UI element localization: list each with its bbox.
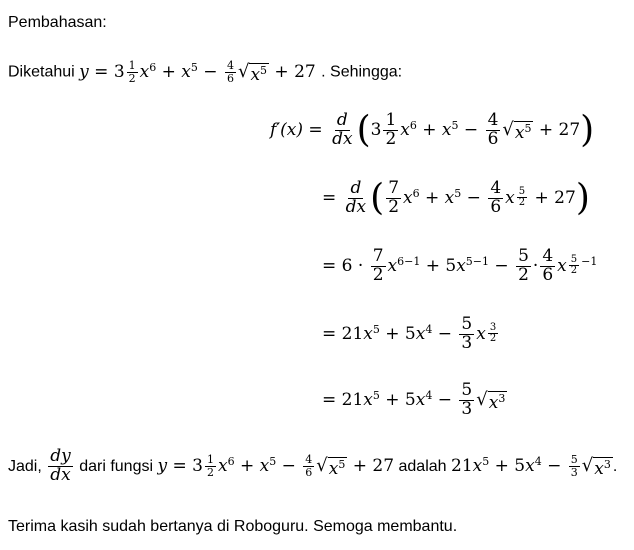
conclusion-middle: dari fungsi [79, 457, 154, 475]
derivation-step-2: = $\frac{d}{dx}$ ( $\frac{7}{2}$ $x^6 + x^5$ − $\frac{4}{6}$ x $\frac{5}{2}$ + 27) [322, 177, 590, 219]
conclusion-line: Jadi, $\frac{dy}{dx}$ dari fungsi y = 3 $\frac{1}{2}$ $x^6 + x^5$ − $\frac{4}{6}$ √ $x^5$ + 27 adalah $21x^5 + 5x^4$ − $\frac{5}{3}$ √ $x^3$ . [8, 446, 618, 485]
heading: Pembahasan: [8, 14, 107, 31]
derivative-lhs: f′(x) [270, 119, 304, 140]
intro-suffix: . Sehingga: [321, 63, 403, 81]
intro-line [8, 60, 402, 85]
conclusion-period: . [612, 457, 618, 475]
conclusion-prefix: Jadi, [8, 457, 42, 475]
closing-text: Terima kasih sudah bertanya di Roboguru. Semoga membantu. [8, 518, 458, 535]
conclusion-adalah: adalah [398, 457, 447, 475]
intro-prefix: Diketahui [8, 63, 75, 81]
derivation-step-5: = $21x^5 + 5x^4$ − $\frac{5}{3}$ √ $x^3$ [322, 380, 506, 419]
derivation-step-4: = $21x^5 + 5x^4$ − $\frac{5}{3}$ x $\frac{3}{2}$ [322, 314, 497, 353]
derivation-step-1: f′(x) = $\frac{d}{dx}$ (3 $\frac{1}{2}$ $x^6 + x^5$ − $\frac{4}{6}$ √ $x^5$ + 27) [270, 109, 595, 151]
intro-formula: y = 3 $\frac{1}{2}$ $x^6 + x^5$ − $\frac{4}{6}$ √ $x^5$ + 27 [79, 59, 322, 85]
derivation-step-3: = 6 · $\frac{7}{2}$ $x^{6-1} + 5x^{5-1}$ − $\frac{5}{2}$ · $\frac{4}{6}$ x $\frac{5}{2}$ $^{-1}$ [322, 246, 598, 285]
